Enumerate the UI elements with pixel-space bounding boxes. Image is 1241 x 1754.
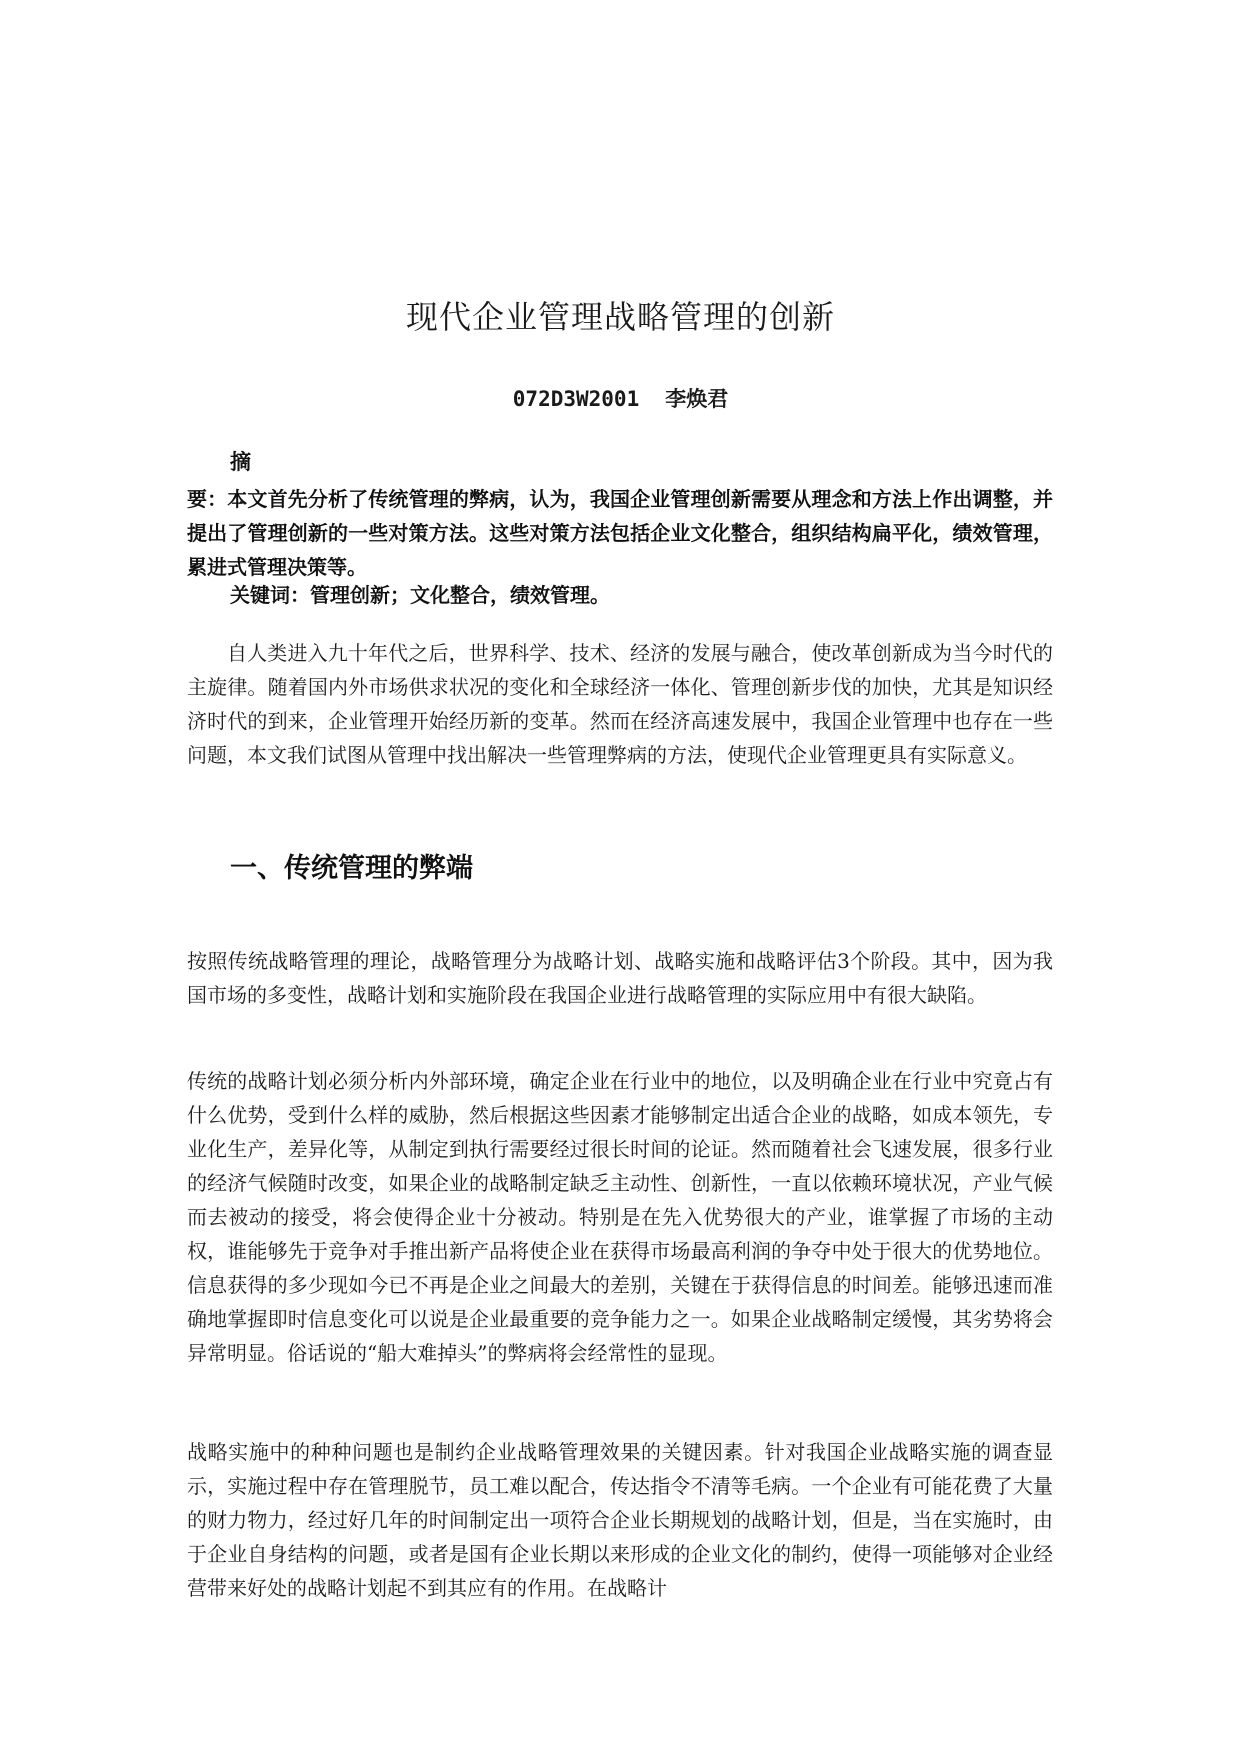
body-paragraph: 战略实施中的种种问题也是制约企业战略管理效果的关键因素。针对我国企业战略实施的调查显示，实施过程中存在管理脱节，员工难以配合，传达指令不清等毛病。一个企业有可能花费了大量的财力物力，经过好几年的时间制定出一项符合企业长期规划的战略计划，但是，当在实施时，由于企业自身结构的问题，或者是国有企业长期以来形成的企业文化的制约，使得一项能够对企业经营带来好处的战略计划起不到其应有的作用。在战略计 [187,1440,1053,1600]
intro-paragraph: 自人类进入九十年代之后，世界科学、技术、经济的发展与融合，使改革创新成为当今时代的主旋律。随着国内外市场供求状况的变化和全球经济一体化、管理创新步伐的加快，尤其是知识经济时代的到来，企业管理开始经历新的变革。然而在经济高速发展中，我国企业管理中也存在一些问题，本文我们试图从管理中找出解决一些管理弊病的方法，使现代企业管理更具有实际意义。 [187,641,1053,767]
document-title: 现代企业管理战略管理的创新 [405,298,835,336]
section-heading: 一、传统管理的弊端 [230,853,473,884]
keywords-line: 关键词：管理创新；文化整合，绩效管理。 [230,583,610,607]
abstract-label: 摘 [230,449,251,474]
body-paragraph: 按照传统战略管理的理论，战略管理分为战略计划、战略实施和战略评估3个阶段。其中，因为我国市场的多变性，战略计划和实施阶段在我国企业进行战略管理的实际应用中有很大缺陷。 [187,949,1053,1007]
author-code: 072D3W2001 [512,387,640,411]
body-paragraph: 传统的战略计划必须分析内外部环境，确定企业在行业中的地位，以及明确企业在行业中究竟占有什么优势，受到什么样的威胁，然后根据这些因素才能够制定出适合企业的战略，如成本领先，专业化生产，差异化等，从制定到执行需要经过很长时间的论证。然而随着社会飞速发展，很多行业的经济气候随时改变，如果企业的战略制定缺乏主动性、创新性，一直以依赖环境状况，产业气候而去被动的接受，将会使得企业十分被动。特别是在先入优势很大的产业，谁掌握了市场的主动权，谁能够先于竞争对手推出新产品将使企业在获得市场最高利润的争夺中处于很大的优势地位。信息获得的多少现如今已不再是企业之间最大的差别，关键在于获得信息的时间差。能够迅速而准确地掌握即时信息变化可以说是企业最重要的竞争能力之一。如果企业战略制定缓慢，其劣势将会异常明显。俗话说的“船大难掉头”的弊病将会经常性的显现。 [187,1069,1053,1365]
abstract-text: 要：本文首先分析了传统管理的弊病，认为，我国企业管理创新需要从理念和方法上作出调整，并提出了管理创新的一些对策方法。这些对策方法包括企业文化整合，组织结构扁平化，绩效管理，累进式管理决策等。 [187,487,1053,579]
author-name: 李焕君 [665,386,729,411]
author-line [0,383,1241,413]
